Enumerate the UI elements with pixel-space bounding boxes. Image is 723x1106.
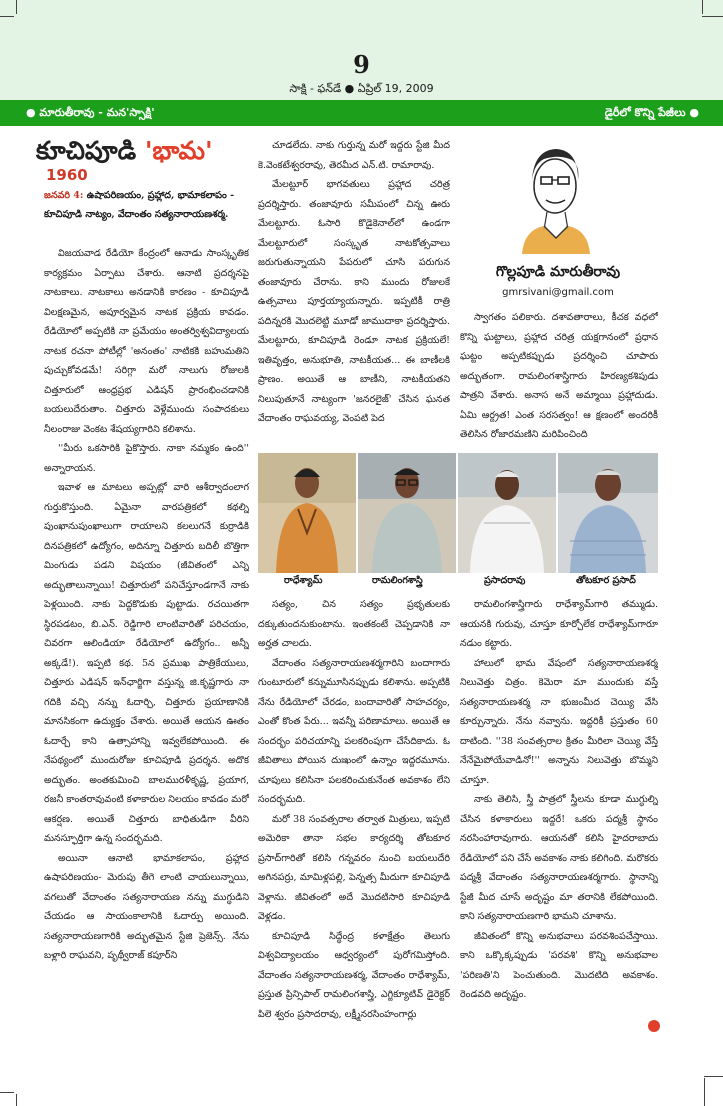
paragraph: కూచిపూడి సిద్ధేంద్ర కళాక్షేత్రం తెలుగు విశ్వవిద్యాలయం ఆధ్వర్యంలో పురోగమిస్తోంది. వేదాంతం సత్యనారాయణశర్మ, వేదాంతం రాధేశ్యామ్, ప్రస్తుత ప్రిన్సిపాల్ రామలింగశాస్త్రి, ఎగ్జిక్యూటివ్ డైరెక్టర్ పిలె శ్వరం ప్రసాదరావు, లక్ష్మీనరసింహంగార్లు bbox=[258, 930, 450, 1020]
date-label: జనవరి 4: bbox=[44, 190, 84, 201]
author-portrait bbox=[510, 140, 598, 254]
crop-mark bbox=[16, 1094, 17, 1106]
article-column-3-bottom bbox=[460, 595, 658, 1020]
paragraph: ''మీరు ఒకసారికి పైకొస్తారు. నాకా నమ్మకం ఉంది'' అన్నారాయన. bbox=[44, 443, 249, 474]
photo-2 bbox=[358, 453, 456, 573]
photo-caption: రామలింగశాస్త్రి bbox=[372, 575, 423, 586]
crop-mark bbox=[702, 0, 703, 14]
article-column-1 bbox=[44, 244, 249, 1099]
dateline bbox=[44, 186, 249, 224]
paragraph: మరో 38 సంవత్సరాల తర్వాత మిత్రులు, ఇప్పటి అమెరికా తానా సభల కార్యదర్శి తోటకూర ప్రసాద్‌గారితో కలిసి గన్నవరం నుంచి బయలుదేరి అగినపర్రు, మామిళ్లపల్లి, పెన్నత్స మీదుగా కూచిపూడి వెళ్లాను. జీవితంలో అదే మొదటిసారి కూచిపూడి వెళ్లడం. bbox=[258, 813, 450, 922]
photo-1 bbox=[258, 453, 356, 573]
photo-caption: రాధేశ్యామ్ bbox=[284, 575, 323, 586]
crop-mark bbox=[0, 16, 14, 17]
paragraph: జీవితంలో కొన్ని అనుభవాలు పరవశింపచేస్తాయి. కాని ఒక్కొక్కప్పుడు 'పరవశి' కొన్ని అనుభవాల 'పరిణతి'ని పెంచుతుంది. మొదటిది అవకాశం. రెండవది అదృష్టం. bbox=[460, 930, 658, 1000]
section-bar bbox=[0, 100, 723, 126]
author-email: gmrsivani@gmail.com bbox=[502, 287, 614, 298]
paragraph: నాకు తెలిసి, స్త్రీ పాత్రలో స్త్రీలను కూడా ముగ్ధుల్ని చేసిన కళాకారులు ఇద్దరే! ఒకరు పద్మశ్రీ స్థానం నరసింహారావుగారు. ఆయనతో కలిసి హైదరాబాదు రేడియోలో పని చేసే అవకాశం నాకు కలిగింది. మరొకరు పద్మశ్రీ వేదాంతం సత్యనారాయణశర్మగారు. స్థానాన్ని స్టేజీ మీద చూసే అదృష్టం మా తరానికి లేకపోయింది. కాని సత్యనారాయణగారి భామని చూశాను. bbox=[460, 794, 658, 922]
crop-mark bbox=[16, 0, 17, 14]
photo-caption: ప్రసాదరావు bbox=[484, 575, 526, 586]
headline-text: కూచిపూడి bbox=[36, 136, 145, 165]
headline-accent: 'భామ' bbox=[144, 136, 213, 165]
paragraph: వేదాంతం సత్యనారాయణశర్మగారిని బందాగారు గుంటూరులో కన్నుమూసినప్పుడు కలిశాను. అప్పటికి నేను రేడియోలో చేరడం, బందావారితో సాహచర్యం, ఎంతో కొంత పేరు... ఇవన్నీ పరిణామాలు. అయితే ఆ సందర్భం పరిచయాన్ని పలకరింపుగా చేసేదికాదు. ఓ జీవితాలు పోయిన దుఃఖంలో ఉన్నాం ఇద్దరమూను. చూపులు కలిసినా పలకరించుకునేంత అవకాశం లేని సందర్భమది. bbox=[258, 657, 450, 805]
paragraph: ఇవాళ ఆ మాటలు అప్పట్లో వారి ఆశీర్వాదంలాగ గుర్తుకొస్తుంది. ఏమైనా వారపత్రికలో కథల్ని పుంఖానుపుంఖాలుగా రాయాలని కలలుగనే కుర్రాడికి దినపత్రికలో ఉద్యోగం, అదిన్నూ చిత్తూరు బదిలీ బొత్తిగా మింగుడు పడని విషయం (జీవితంలో ఎన్ని అద్భుతాలున్నాయి! చిత్తూరులో పనిచేస్తూండగానే నాకు పెళ్లయింది. నాకు పెద్దకొడుకు పుట్టాడు. రచయితగా స్థిరపడటం, బి.ఎన్. రెడ్డిగారి లాంటివారితో పరిచయం, చివరగా ఆలిండియా రేడియోలో ఉద్యోగం.. అన్నీ అక్కడే!). ఇప్పటి కథ. 5న ప్రముఖ పాత్రికేయులు, చిత్తూరు ఎడిషన్ ఇన్‌ఛార్జిగా వస్తున్న జి.కృష్ణగారు నా గదికి వచ్చి నన్ను ఓదార్చి, చిత్తూరు ప్రయాణానికి మానసికంగా ఉద్యుక్తం చేశారు. అయితే ఆయన ఊతం ఓదార్చే కాని ఉత్సాహాన్ని ఇవ్వలేకపోయింది. ఈ నేపథ్యంలో ముందురోజు కూచిపూడి ప్రదర్శన. అదొక అద్భుతం. అంతకుమించి బాలమురళీకృష్ణ, ప్రయాగ, రజనీ కాంతరావువంటి కళాకారుల నిలయం కావడం మరో ఆకర్షణ. అయితే చిత్తూరు బాధితుడిగా వీరిని మనస్ఫూర్తిగా ఉన్న సందర్భమది. bbox=[44, 482, 249, 844]
section-title-left: ● మారుతీరావు - మన'స్సాక్షి' bbox=[26, 106, 155, 119]
paragraph: చూడలేదు. నాకు గుర్తున్న మరో ఇద్దరు స్టేజి మీద కె.వెంకటేశ్వరరావు, తెరమీద ఎన్.టి. రామారావు. bbox=[258, 140, 450, 171]
section-title-right: డైరీలో కొన్ని పేజీలు ● bbox=[604, 106, 699, 119]
issue-line: సాక్షి - ఫన్‌డే ● ఏప్రిల్ 19, 2009 bbox=[289, 82, 434, 95]
crop-mark bbox=[704, 1076, 723, 1077]
author-name: గొల్లపూడి మారుతీరావు bbox=[495, 264, 621, 280]
photo-strip bbox=[258, 453, 658, 573]
paragraph: హాలులో భామ వేషంలో సత్యనారాయణశర్మ నిలువెత్తు చిత్రం. కెమెరా మా ముందుకు వస్తే సత్యనారాయణశర్మ నా భుజంమీద చెయ్యి వేసి కూర్చున్నారు. నేను నవ్వాను. ఇద్దరికీ ప్రస్తుతం 60 దాటింది. ''38 సంవత్సరాల క్రితం మీరిలా చెయ్యి వేస్తే నేనేమైపోయేవాడినో!'' అన్నాను నిలువెత్తు బొమ్మని చూస్తూ. bbox=[460, 657, 658, 786]
photo-captions bbox=[258, 575, 658, 591]
end-mark-icon bbox=[648, 1020, 660, 1032]
crop-mark bbox=[0, 1092, 14, 1093]
photo-caption: తోటకూర ప్రసాద్ bbox=[576, 575, 636, 586]
paragraph: సత్యం, చిన సత్యం ప్రభృతులకు దక్కుతుందనుకుంటాను. ఇంతకంటే చెప్పడానికి నా అర్హత చాలదు. bbox=[258, 599, 450, 649]
page-number: 9 bbox=[353, 50, 370, 79]
article-column-2-bottom bbox=[258, 595, 450, 1100]
photo-4 bbox=[558, 453, 658, 573]
paragraph: మేలట్టూర్ భాగవతులు ప్రహ్లాద చరిత్ర ప్రదర్శిస్తారు. తంజావూరు సమీపంలో చిన్న ఊరు మేలట్టూరు. ఓసారి కొడైకెనాల్‌లో ఉండగా మేలట్టూరులో సంస్కృత నాటకోత్సవాలు జరుగుతున్నాయని పేపరులో చూసి పరుగున తంజావూరు చేరాను. కాని ముందు రోజులకే ఉత్సవాలు పూర్తయ్యాయన్నారు. ఇప్పటికీ రాత్రి పదిన్నరకి మొదలెట్టి మూడో జాముదాకా ప్రదర్శిస్తారు. మేలట్టూరు, కూచిపూడి రెండూ నాటక ప్రక్రియలే! ఇతివృత్తం, అనుభూతి, నాటకీయత... ఈ బాణీలకి ప్రాణం. అయితే ఆ బాణీని, నాటకీయతని నిలుపుతూనే నాట్యంగా 'జనరలైజ్' చేసిన ఘనత వేదాంతం రాఘవయ్య, వెంపటి పెద bbox=[258, 179, 450, 424]
photo-3 bbox=[458, 453, 556, 573]
paragraph: అయినా ఆనాటి భామాకలాపం, ప్రహ్లాద ఉషాపరిణయం- మెరుపు తీగె లాంటి చాయలున్నాయి, వగలుతో వేదాంతం సత్యనారాయణ నన్ను ముగ్ధుడిని చేయడం ఆ సాయంకాలానికి ఓదార్పు అయింది. సత్యనారాయణగారికి అద్భుతమైన స్టేజి ప్రెజెన్స్. నేను బళ్లారి రాఘవని, పృథ్వీరాజ్ కపూర్‌ని bbox=[44, 852, 249, 961]
crop-mark bbox=[704, 1078, 705, 1106]
crop-mark bbox=[702, 16, 723, 17]
paragraph: రామలింగశాస్త్రిగారు రాధేశ్యామ్‌గారి తమ్ముడు. ఆయనకి గురువు, చూస్తూ కూర్చోలేక రాధేశ్యామ్‌గారూ నడుం కట్టారు. bbox=[460, 599, 658, 649]
date-text: ఉషాపరిణయం, ప్రహ్లాద, భామాకలాపం - కూచిపూడి నాట్యం, వేదాంతం సత్యనారాయణశర్మ. bbox=[44, 190, 235, 220]
year-label: 1960 bbox=[46, 166, 88, 184]
article-column-2-top bbox=[258, 136, 450, 448]
masthead bbox=[0, 0, 723, 100]
paragraph: విజయవాడ రేడియో కేంద్రంలో ఆనాడు సాంస్కృతిక కార్యక్రమం ఏర్పాటు చేశారు. ఆనాటి ప్రదర్శనపై నాటకాలు. నాటకాలు అనడానికి కారణం - కూచిపూడి విలక్షణమైన, అపూర్వమైన నాటక ప్రక్రియ కావడం. రేడియోలో అప్పటికి నా ప్రమేయం అంతర్విశ్వవిద్యాలయ నాటక రచనా పోటీల్లో 'అనంతం' నాటికకి బహుమతిని పుచ్చుకోవడమే! సరిగ్గా మరో నాలుగు రోజులకి చిత్తూరులో ఆంధ్రప్రభ ఎడిషన్ ప్రారంభించడానికి బయలుదేరుతాం. చిత్తూరు వెళ్లేముందు సంపాదకులు నీలంరాజు వెంకట శేషయ్యగారిని కలిశాను. bbox=[44, 248, 249, 435]
article-column-3-top bbox=[460, 308, 658, 450]
paragraph: స్వాగతం పలికారు. దశావతారాలు, కీచక వధలో కొన్ని ఘట్టాలు, ప్రహ్లాద చరిత్ర యక్షగానంలో ప్రధాన ఘట్టం అప్పటికప్పుడు ప్రదర్శించి చూపారు అద్భుతంగా. రామలింగశాస్త్రిగారు హిరణ్యకశిపుడు పాత్రని వేశారు. అనాస అనే అమ్మాయి ప్రహ్లాదుడు. ఏమి ఆర్ద్రత! ఎంత సరసత్వం! ఆ క్షణంలో అందరికీ తెలిసిన రోజారమణిని మరిపించింది bbox=[460, 312, 658, 440]
